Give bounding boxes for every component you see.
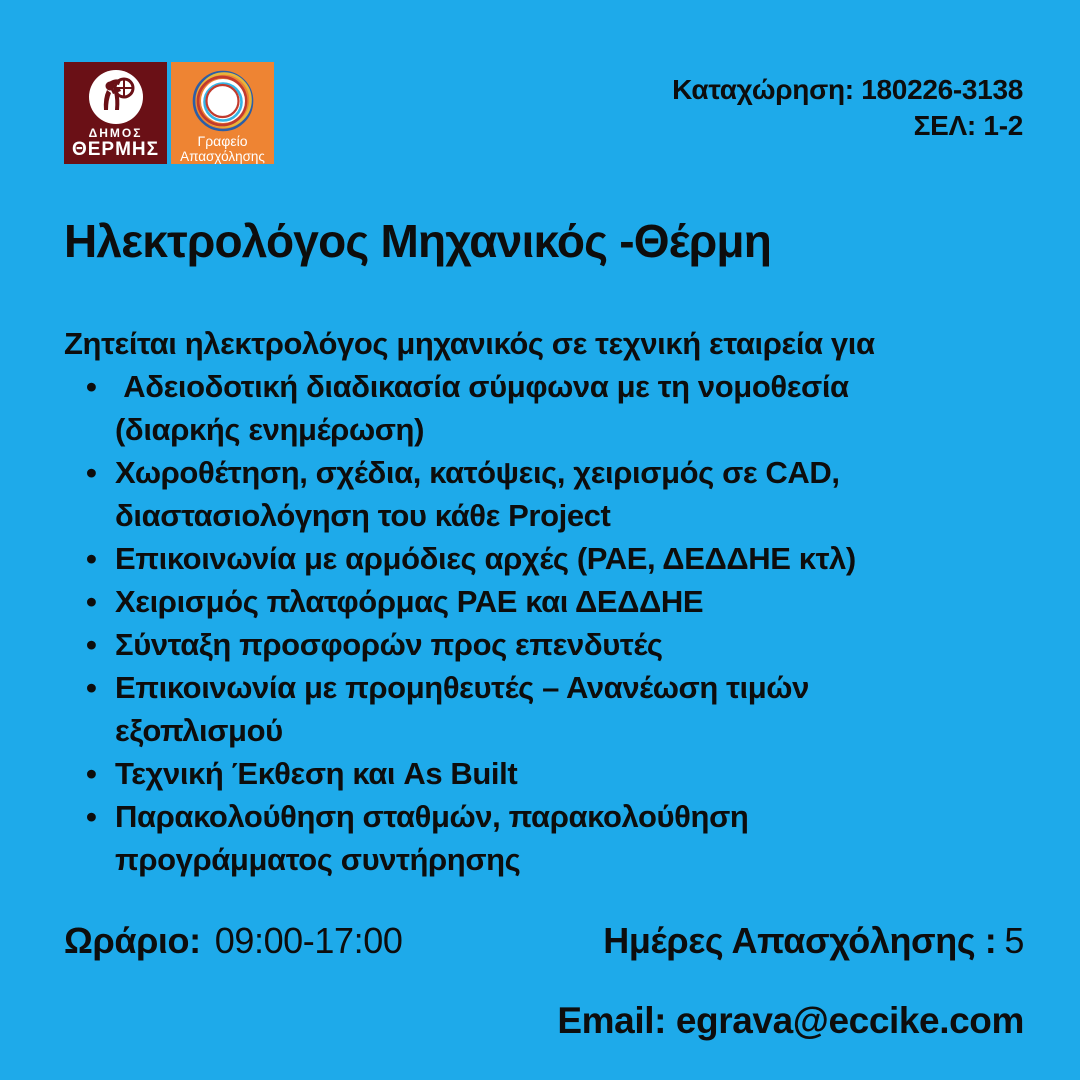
list-item [64,580,1030,623]
duty-text: Τεχνική Έκθεση και As Built [115,756,518,791]
intro-line: Ζητείται ηλεκτρολόγος μηχανικός σε τεχνική εταιρεία για [64,326,875,361]
details-row [64,919,1024,963]
list-item [64,795,1030,881]
municipality-logo-line2: ΘΕΡΜΗΣ [71,139,160,160]
working-hours [64,919,402,963]
employment-office-logo-line1: Γραφείο [197,133,248,149]
bullet-dot-icon: • [86,369,97,404]
list-item [64,666,1030,752]
list-item [64,365,1030,451]
list-item [64,623,1030,666]
duty-text: Αδειοδοτική διαδικασία σύμφωνα με τη νομοθεσία [115,369,849,404]
employment-days [603,919,1024,963]
duty-text: προγράμματος συντήρησης [115,842,521,877]
bullet-dot-icon: • [86,627,97,662]
bullet-dot-icon: • [86,584,97,619]
page-reference: ΣΕΛ: 1-2 [913,110,1023,141]
registration-block [672,72,1023,144]
duty-text: (διαρκής ενημέρωση) [115,412,424,447]
list-item [64,752,1030,795]
municipality-logo-line1: ΔΗΜΟΣ [88,126,143,140]
working-hours-value: 09:00-17:00 [214,920,403,961]
bullet-dot-icon: • [86,799,97,834]
contact-email: Email: egrava@eccike.com [557,1000,1024,1041]
duty-text: Χωροθέτηση, σχέδια, κατόψεις, χειρισμός σε CAD, [115,455,840,490]
employment-office-rings-icon [187,68,259,134]
employment-office-logo-line2: Απασχόλησης [180,149,265,164]
bullet-dot-icon: • [86,455,97,490]
header-logos [64,62,274,164]
list-item [64,537,1030,580]
bullet-dot-icon: • [86,756,97,791]
employment-office-logo [171,62,274,164]
list-item [64,451,1030,537]
duty-text: Παρακολούθηση σταθμών, παρακολούθηση [115,799,749,834]
job-title: Ηλεκτρολόγος Μηχανικός -Θέρμη [64,215,772,267]
duty-text: διαστασιολόγηση του κάθε Project [115,498,611,533]
job-description [64,322,1030,881]
employment-days-value: 5 [1004,920,1024,961]
registration-number: Καταχώρηση: 180226-3138 [672,74,1023,105]
working-hours-label: Ωράριο: [64,920,201,961]
bullet-dot-icon: • [86,541,97,576]
employment-days-label: Ημέρες Απασχόλησης : [603,920,997,961]
duty-text: εξοπλισμού [115,713,283,748]
thermi-emblem-icon [85,68,147,126]
duty-text: Επικοινωνία με αρμόδιες αρχές (ΡΑΕ, ΔΕΔΔΗΕ κτλ) [115,541,856,576]
duties-list [64,365,1030,881]
bullet-dot-icon: • [86,670,97,705]
duty-text: Σύνταξη προσφορών προς επενδυτές [115,627,663,662]
duty-text: Επικοινωνία με προμηθευτές – Ανανέωση τιμών [115,670,809,705]
municipality-thermi-logo [64,62,167,164]
duty-text: Χειρισμός πλατφόρμας ΡΑΕ και ΔΕΔΔΗΕ [115,584,704,619]
